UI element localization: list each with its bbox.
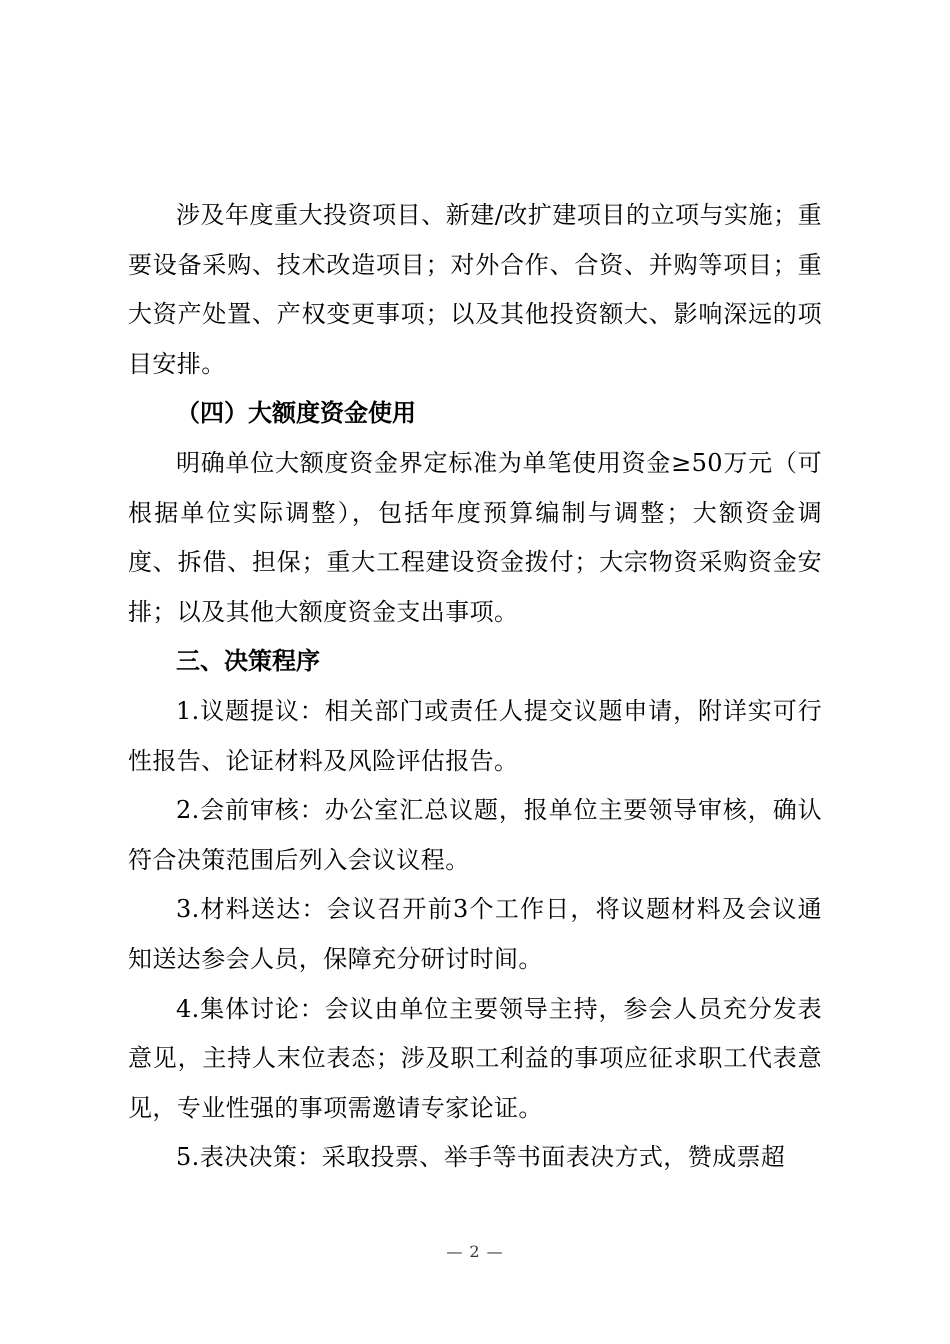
- paragraph-step-proposal: 1.议题提议：相关部门或责任人提交议题申请，附详实可行性报告、论证材料及风险评估报告。: [128, 696, 822, 775]
- paragraph-step-delivery: 3.材料送达：会议召开前3个工作日，将议题材料及会议通知送达参会人员，保障充分研讨时间。: [128, 895, 822, 973]
- paragraph-step-voting: 5.表决决策：采取投票、举手等书面表决方式，赞成票超: [176, 1143, 786, 1172]
- paragraph-step-discussion: 4.集体讨论：会议由单位主要领导主持，参会人员充分发表意见，主持人末位表态；涉及职工利益的事项应征求职工代表意见，专业性强的事项需邀请专家论证。: [128, 994, 822, 1122]
- section-heading-decision-procedure: 三、决策程序: [176, 647, 320, 676]
- page-number: — 2 —: [446, 1242, 504, 1261]
- document-body: [128, 191, 822, 1183]
- paragraph-step-review: 2.会前审核：办公室汇总议题，报单位主要领导审核，确认符合决策范围后列入会议议程。: [128, 796, 822, 874]
- paragraph-investment-scope: 涉及年度重大投资项目、新建/改扩建项目的立项与实施；重要设备采购、技术改造项目；对外合作、合资、并购等项目；重大资产处置、产权变更事项；以及其他投资额大、影响深远的项目安排。: [128, 201, 822, 378]
- section-heading-large-funds: （四）大额度资金使用: [176, 399, 416, 428]
- paragraph-large-funds-definition: 明确单位大额度资金界定标准为单笔使用资金≥50万元（可根据单位实际调整），包括年度预算编制与调整；大额资金调度、拆借、担保；重大工程建设资金拨付；大宗物资采购资金安排；以及其他大额度资金支出事项。: [128, 448, 822, 626]
